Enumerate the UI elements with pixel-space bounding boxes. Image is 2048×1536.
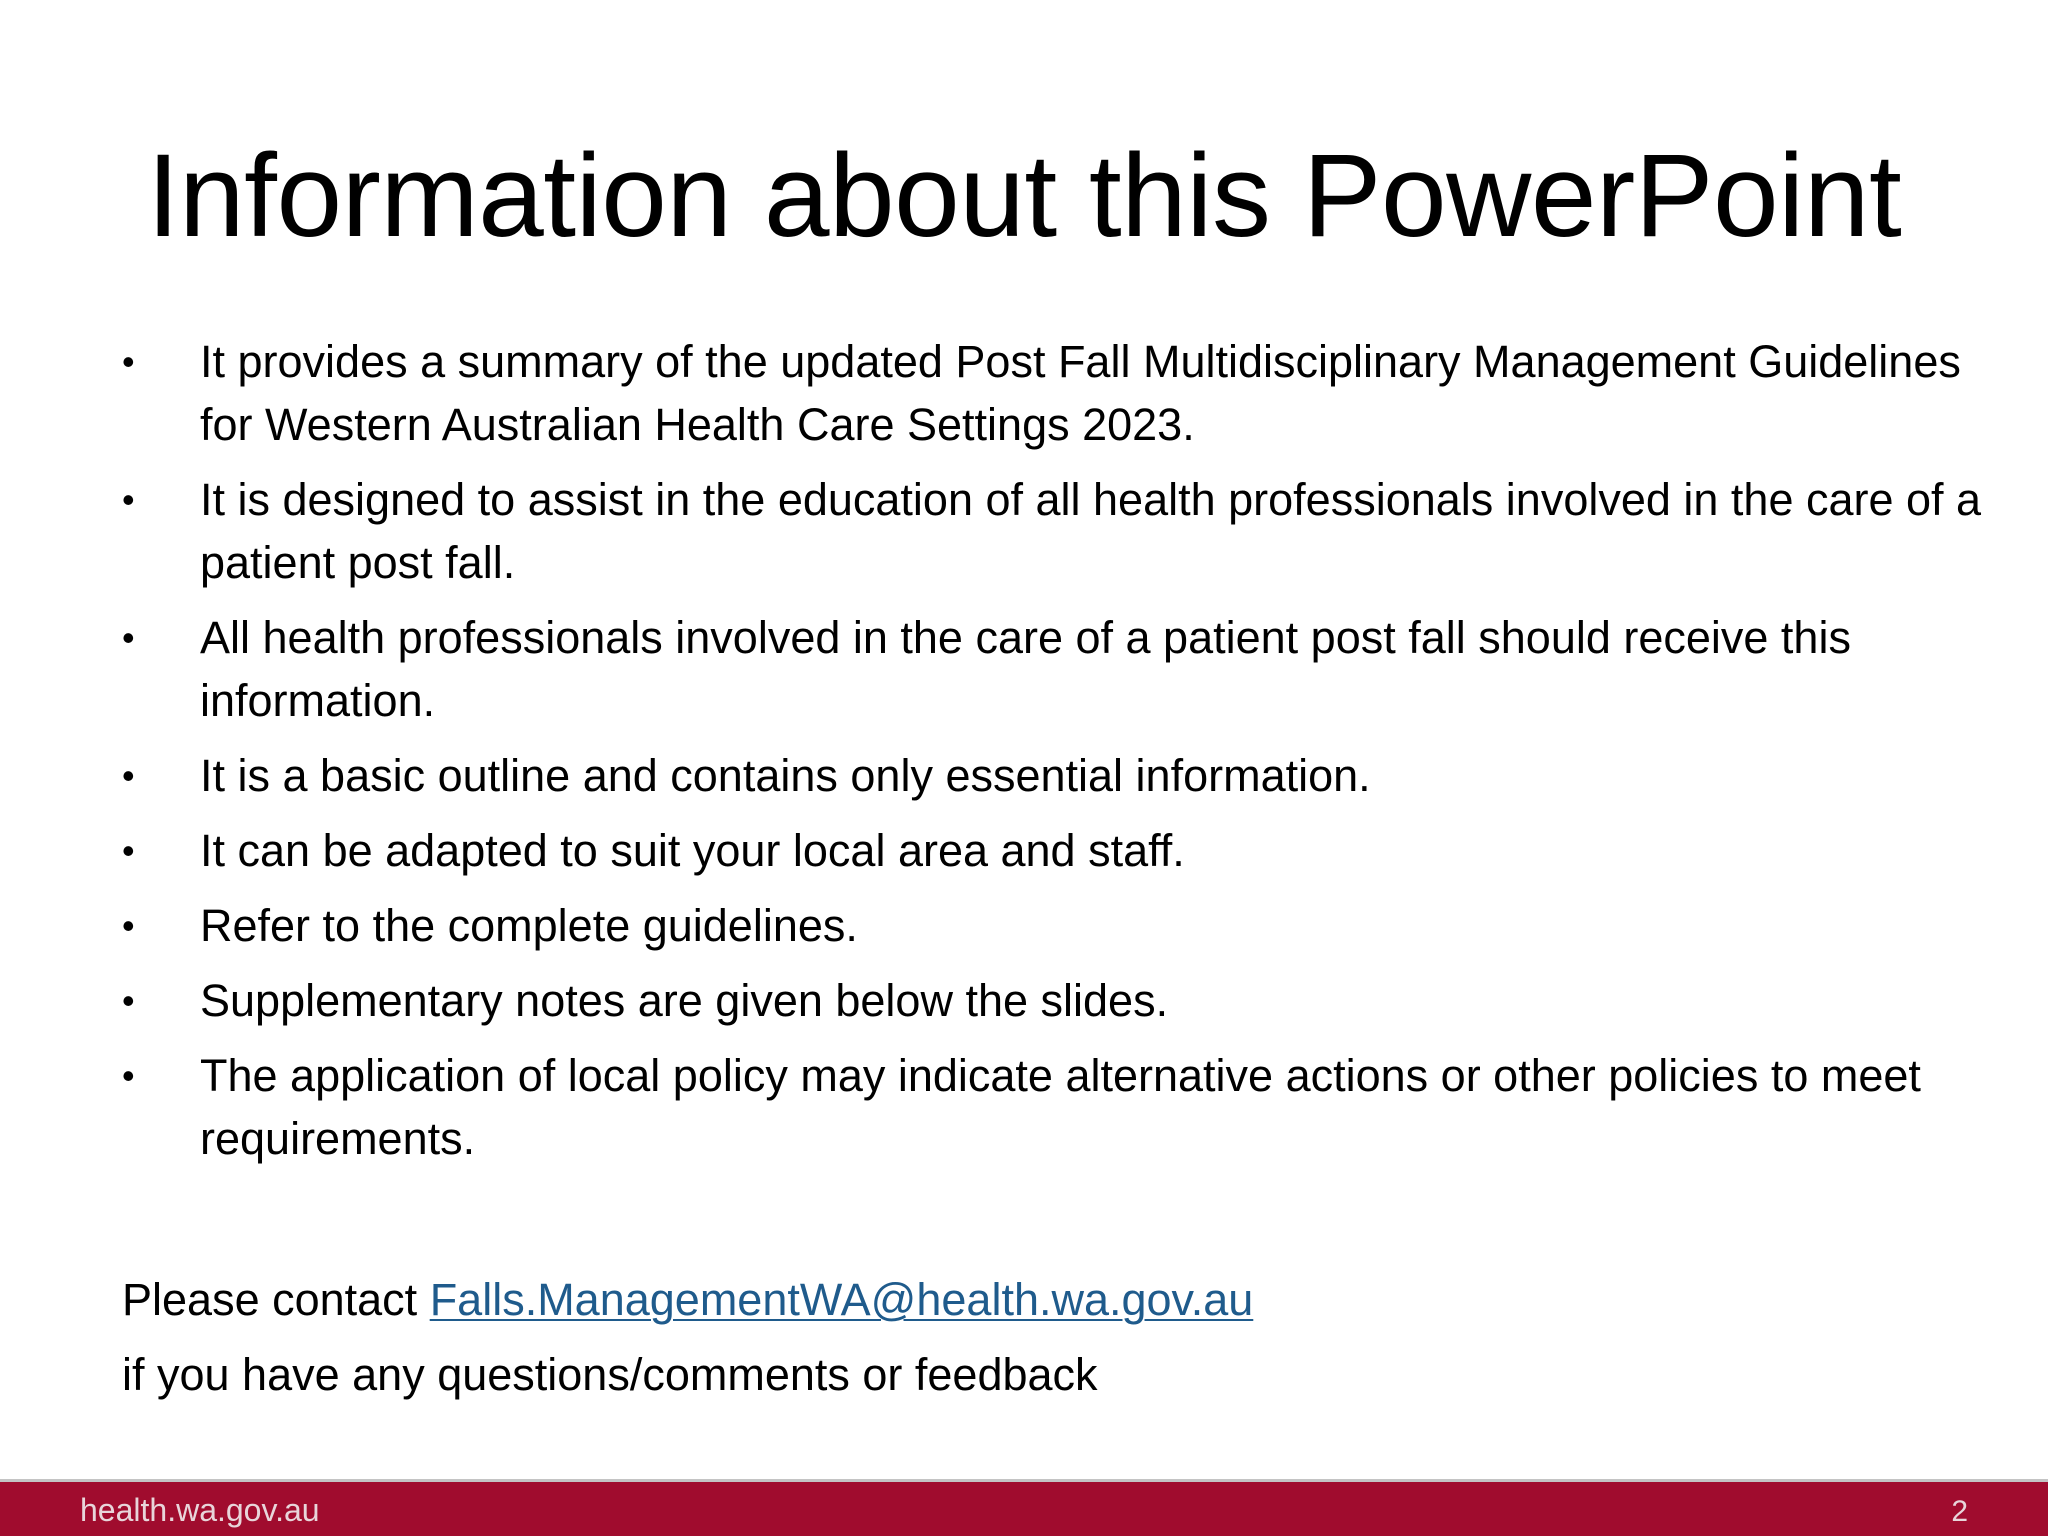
bullet-text: It can be adapted to suit your local area and staff.	[200, 825, 1185, 876]
bullet-item	[122, 744, 2002, 807]
bullet-list	[122, 330, 2002, 1182]
bullet-text: All health professionals involved in the care of a patient post fall should receive this information.	[200, 612, 1851, 726]
bullet-item	[122, 468, 2002, 594]
bullet-text: Refer to the complete guidelines.	[200, 900, 858, 951]
bullet-icon: •	[122, 617, 135, 658]
bullet-text: It provides a summary of the updated Post Fall Multidisciplinary Management Guidelines for Western Australian Health Care Settings 2023.	[200, 336, 1961, 450]
bullet-item	[122, 894, 2002, 957]
footer-site: health.wa.gov.au	[80, 1492, 320, 1528]
bullet-icon: •	[122, 1055, 135, 1096]
contact-line	[122, 1262, 1253, 1337]
bullet-text: Supplementary notes are given below the slides.	[200, 975, 1169, 1026]
bullet-item	[122, 330, 2002, 456]
bullet-icon: •	[122, 479, 135, 520]
bullet-item	[122, 606, 2002, 732]
bullet-text: It is designed to assist in the education of all health professionals involved in the care of a patient post fall.	[200, 474, 1982, 588]
bullet-text: The application of local policy may indicate alternative actions or other policies to meet requirements.	[200, 1050, 1921, 1164]
bullet-icon: •	[122, 755, 135, 796]
bullet-icon: •	[122, 980, 135, 1021]
footer-bar	[0, 1479, 2048, 1536]
slide-title: Information about this PowerPoint	[146, 130, 1902, 262]
bullet-item	[122, 819, 2002, 882]
contact-suffix: if you have any questions/comments or feedback	[122, 1349, 1098, 1400]
contact-email-link[interactable]: Falls.ManagementWA@health.wa.gov.au	[429, 1274, 1254, 1325]
bullet-item	[122, 969, 2002, 1032]
bullet-icon: •	[122, 905, 135, 946]
bullet-text: It is a basic outline and contains only essential information.	[200, 750, 1371, 801]
contact-prefix: Please contact	[122, 1274, 430, 1325]
contact-block	[122, 1262, 1253, 1412]
bullet-icon: •	[122, 830, 135, 871]
bullet-item	[122, 1044, 2002, 1170]
page-number: 2	[1951, 1495, 1968, 1528]
bullet-icon: •	[122, 341, 135, 382]
